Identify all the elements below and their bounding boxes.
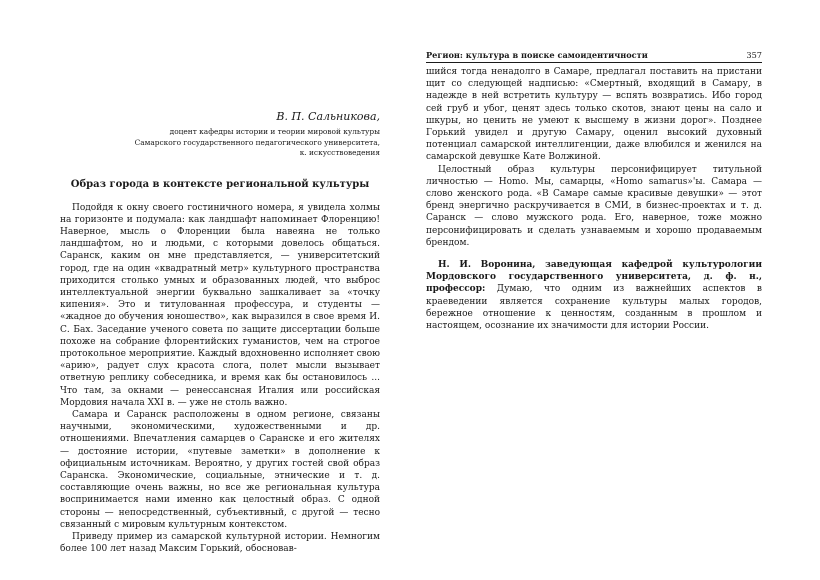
author-affiliation	[60, 127, 380, 159]
affiliation-line: к. искусствоведения	[299, 148, 380, 157]
right-column	[426, 66, 762, 332]
speaker-text: Думаю, что одним из важнейших аспектов в краеведении является сохранение культуры малых городов, бережное отношение к ценностям, созданным в прошлом и настоящем, осознание их значимости для истории России.	[426, 284, 762, 332]
affiliation-line: доцент кафедры истории и теории мировой культуры	[169, 127, 380, 136]
body-paragraph: Приведу пример из самарской культурной истории. Немногим более 100 лет назад Максим Горький, обосновав-	[60, 531, 380, 555]
body-paragraph: шийся тогда ненадолго в Самаре, предлагал поставить на пристани щит со следующей надписью: «Смертный, входящий в Самару, в надежде в ней встретить культуру — вспять возвратись. Ибо город сей груб и убог, ценят здесь только скотов, знают цены на сало и шкуры, но ценить не умеют к высшему в жизни дорог». Позднее Горький увидел и другую Самару, оценил высокий духовный потенциал самарской интеллигенции, даже влюбился и женился на самарской девушке Кате Волжиной.	[426, 67, 762, 163]
body-paragraph: Самара и Саранск расположены в одном регионе, связаны научными, экономическими, художественными и др. отношениями. Впечатления самарцев о Саранске и его жителях — достояние истории, «путевые заметки» в дополнение к официальным источникам. Вероятно, у других гостей свой образ Саранска. Экономические, социальные, этнические и т. д. составляющие очень важны, но все же региональная культура воспринимается нами именно как целостный образ. С одной стороны — непосредственный, субъективный, с другой — тесно связанный с мировым культурным контекстом.	[60, 409, 380, 530]
affiliation-line: Самарского государственного педагогического университета,	[134, 137, 380, 147]
article-title: Образ города в контексте региональной культуры	[70, 178, 370, 190]
author-name: В. П. Сальникова,	[276, 110, 380, 123]
running-head-title: Регион: культура в поиске самоидентичности	[426, 50, 648, 60]
speaker-name: Н. И. Воронина, заведующая кафедрой культурологии Мордовского государственного университета, д. ф. н., профессор:	[426, 260, 762, 295]
left-column	[60, 110, 380, 555]
body-paragraph: Целостный образ культуры персонифицирует титульной личностью — Homo. Мы, самарцы, «Homo samarus»'ы. Самара — слово женского рода. «В Самаре самые красивые девушки» — этот бренд энергично раскручивается в СМИ, в бизнес-проектах и т. д. Саранск — слово мужского рода. Его, наверное, тоже можно персонифицировать и сделать узнаваемым и хорошо продаваемым брендом.	[426, 164, 762, 248]
running-head	[426, 50, 762, 63]
speaker-paragraph	[426, 259, 762, 332]
body-paragraph: Подойдя к окну своего гостиничного номера, я увидела холмы на горизонте и подумала: как ландшафт напоминает Флоренцию! Наверное, мысль о Флоренции была навеяна не только ландшафтом, но и людьми, с которыми довелось общаться. Саранск, каким он мне представляется, — университетский город, где на один «квадратный метр» культурного пространства приходится столько умных и образованных людей, что выброс интеллектуальной энергии буквально зашкаливает за «точку кипения». Это и титулованная профессура, и студенты — «жадное до обучения юношество», как выразился в свое время И. С. Бах. Заседание ученого совета по защите диссертации больше похоже на собрание флорентийских гуманистов, чем на строгое протокольное мероприятие. Каждый вдохновенно исполняет свою «арию», радует слух красота слога, полет мысли вызывает ответную реплику собеседника, и время как бы остановилось ... Что там, за окнами — ренессансная Италия или российская Мордовия начала XXI в. — уже не столь важно.	[60, 202, 380, 408]
page-number: 357	[746, 50, 762, 60]
right-page	[410, 0, 820, 580]
